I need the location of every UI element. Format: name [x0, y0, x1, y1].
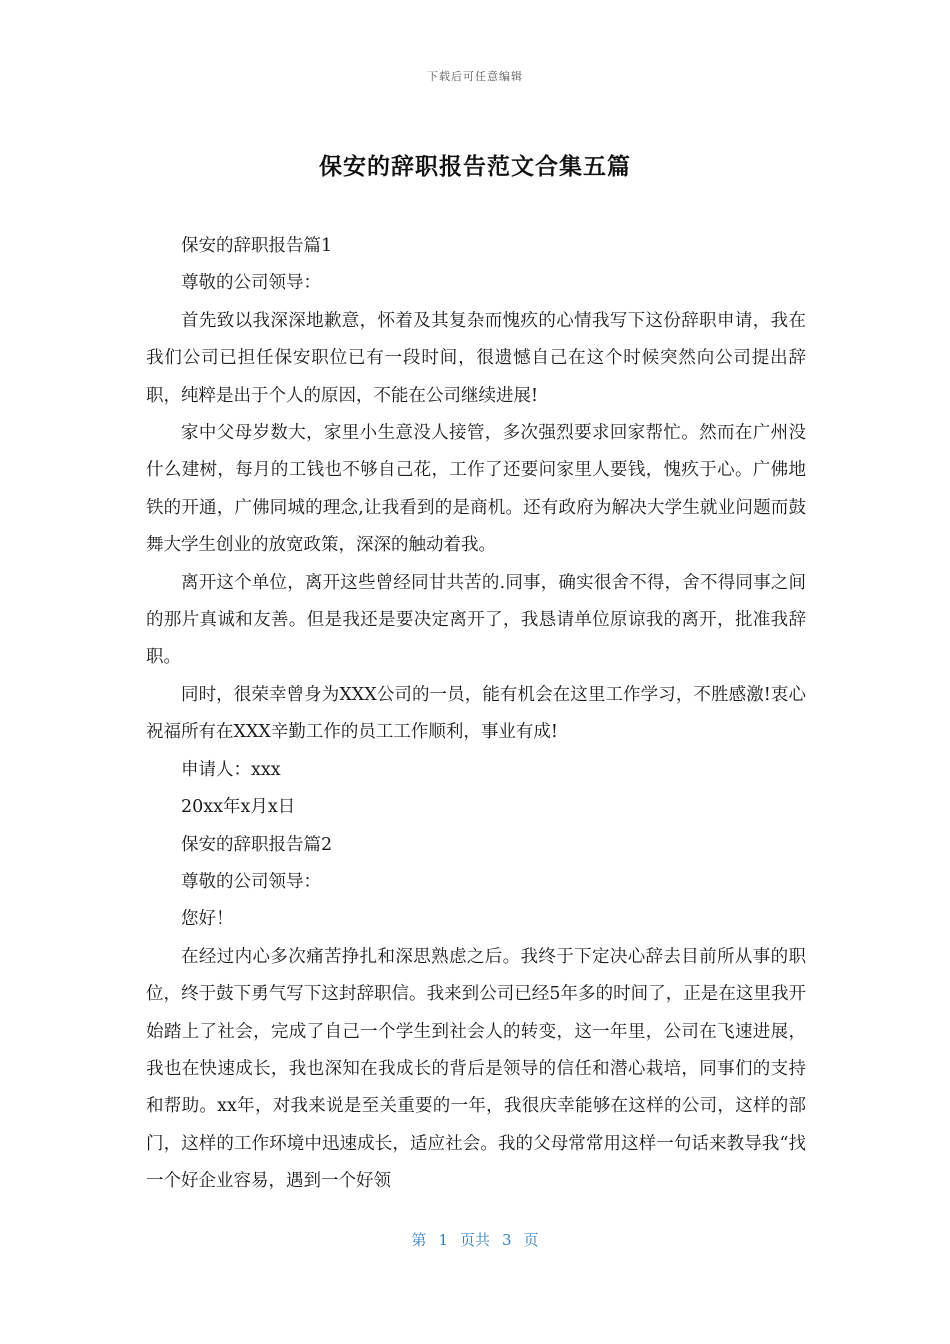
paragraph: 家中父母岁数大，家里小生意没人接管，多次强烈要求回家帮忙。然而在广州没什么建树，每月的工钱也不够自己花，工作了还要问家里人要钱，愧疚于心。广佛地铁的开通，广佛同城的理念,让我看到的是商机。还有政府为解决大学生就业问题而鼓舞大学生创业的放宽政策，深深的触动着我。	[146, 423, 806, 556]
document-body	[146, 228, 806, 1201]
paragraph: 20xx年x月x日	[181, 797, 296, 818]
paragraph: 保安的辞职报告篇2	[181, 834, 333, 855]
page-footer	[0, 1229, 950, 1250]
paragraph: 尊敬的公司领导：	[181, 273, 321, 294]
document-title: 保安的辞职报告范文合集五篇	[319, 154, 631, 180]
footer-suffix: 页	[523, 1231, 539, 1249]
footer-prefix: 第	[411, 1231, 427, 1249]
paragraph: 同时，很荣幸曾身为XXX公司的一员，能有机会在这里工作学习，不胜感激!衷心祝福所有在XXX辛勤工作的员工工作顺利，事业有成!	[146, 684, 806, 743]
footer-middle: 页共	[459, 1231, 490, 1249]
paragraph: 您好！	[181, 909, 234, 930]
paragraph: 保安的辞职报告篇1	[181, 236, 333, 256]
paragraph: 尊敬的公司领导：	[181, 871, 321, 892]
paragraph: 在经过内心多次痛苦挣扎和深思熟虑之后。我终于下定决心辞去目前所从事的职位，终于鼓下勇气写下这封辞职信。我来到公司已经5年多的时间了，正是在这里我开始踏上了社会，完成了自己一个学生到社会人的转变，这一年里，公司在飞速进展，我也在快速成长，我也深知在我成长的背后是领导的信任和潜心栽培，同事们的支持和帮助。xx年，对我来说是至关重要的一年，我很庆幸能够在这样的公司，这样的部门，这样的工作环境中迅速成长，适应社会。我的父母常常用这样一句话来教导我“找一个好企业容易，遇到一个好领	[146, 946, 806, 1192]
paragraph: 离开这个单位，离开这些曾经同甘共苦的.同事，确实很舍不得，舍不得同事之间的那片真诚和友善。但是我还是要决定离开了，我恳请单位原谅我的离开，批准我辞职。	[146, 572, 806, 668]
header-note: 下载后可任意编辑	[427, 70, 523, 83]
footer-page-number: 1	[438, 1231, 448, 1249]
paragraph: 首先致以我深深地歉意，怀着及其复杂而愧疚的心情我写下这份辞职申请，我在我们公司已担任保安职位已有一段时间，很遗憾自己在这个时候突然向公司提出辞职，纯粹是出于个人的原因，不能在公司继续进展!	[146, 310, 806, 406]
footer-total-pages: 3	[502, 1231, 512, 1249]
paragraph: 申请人：xxx	[181, 759, 281, 780]
